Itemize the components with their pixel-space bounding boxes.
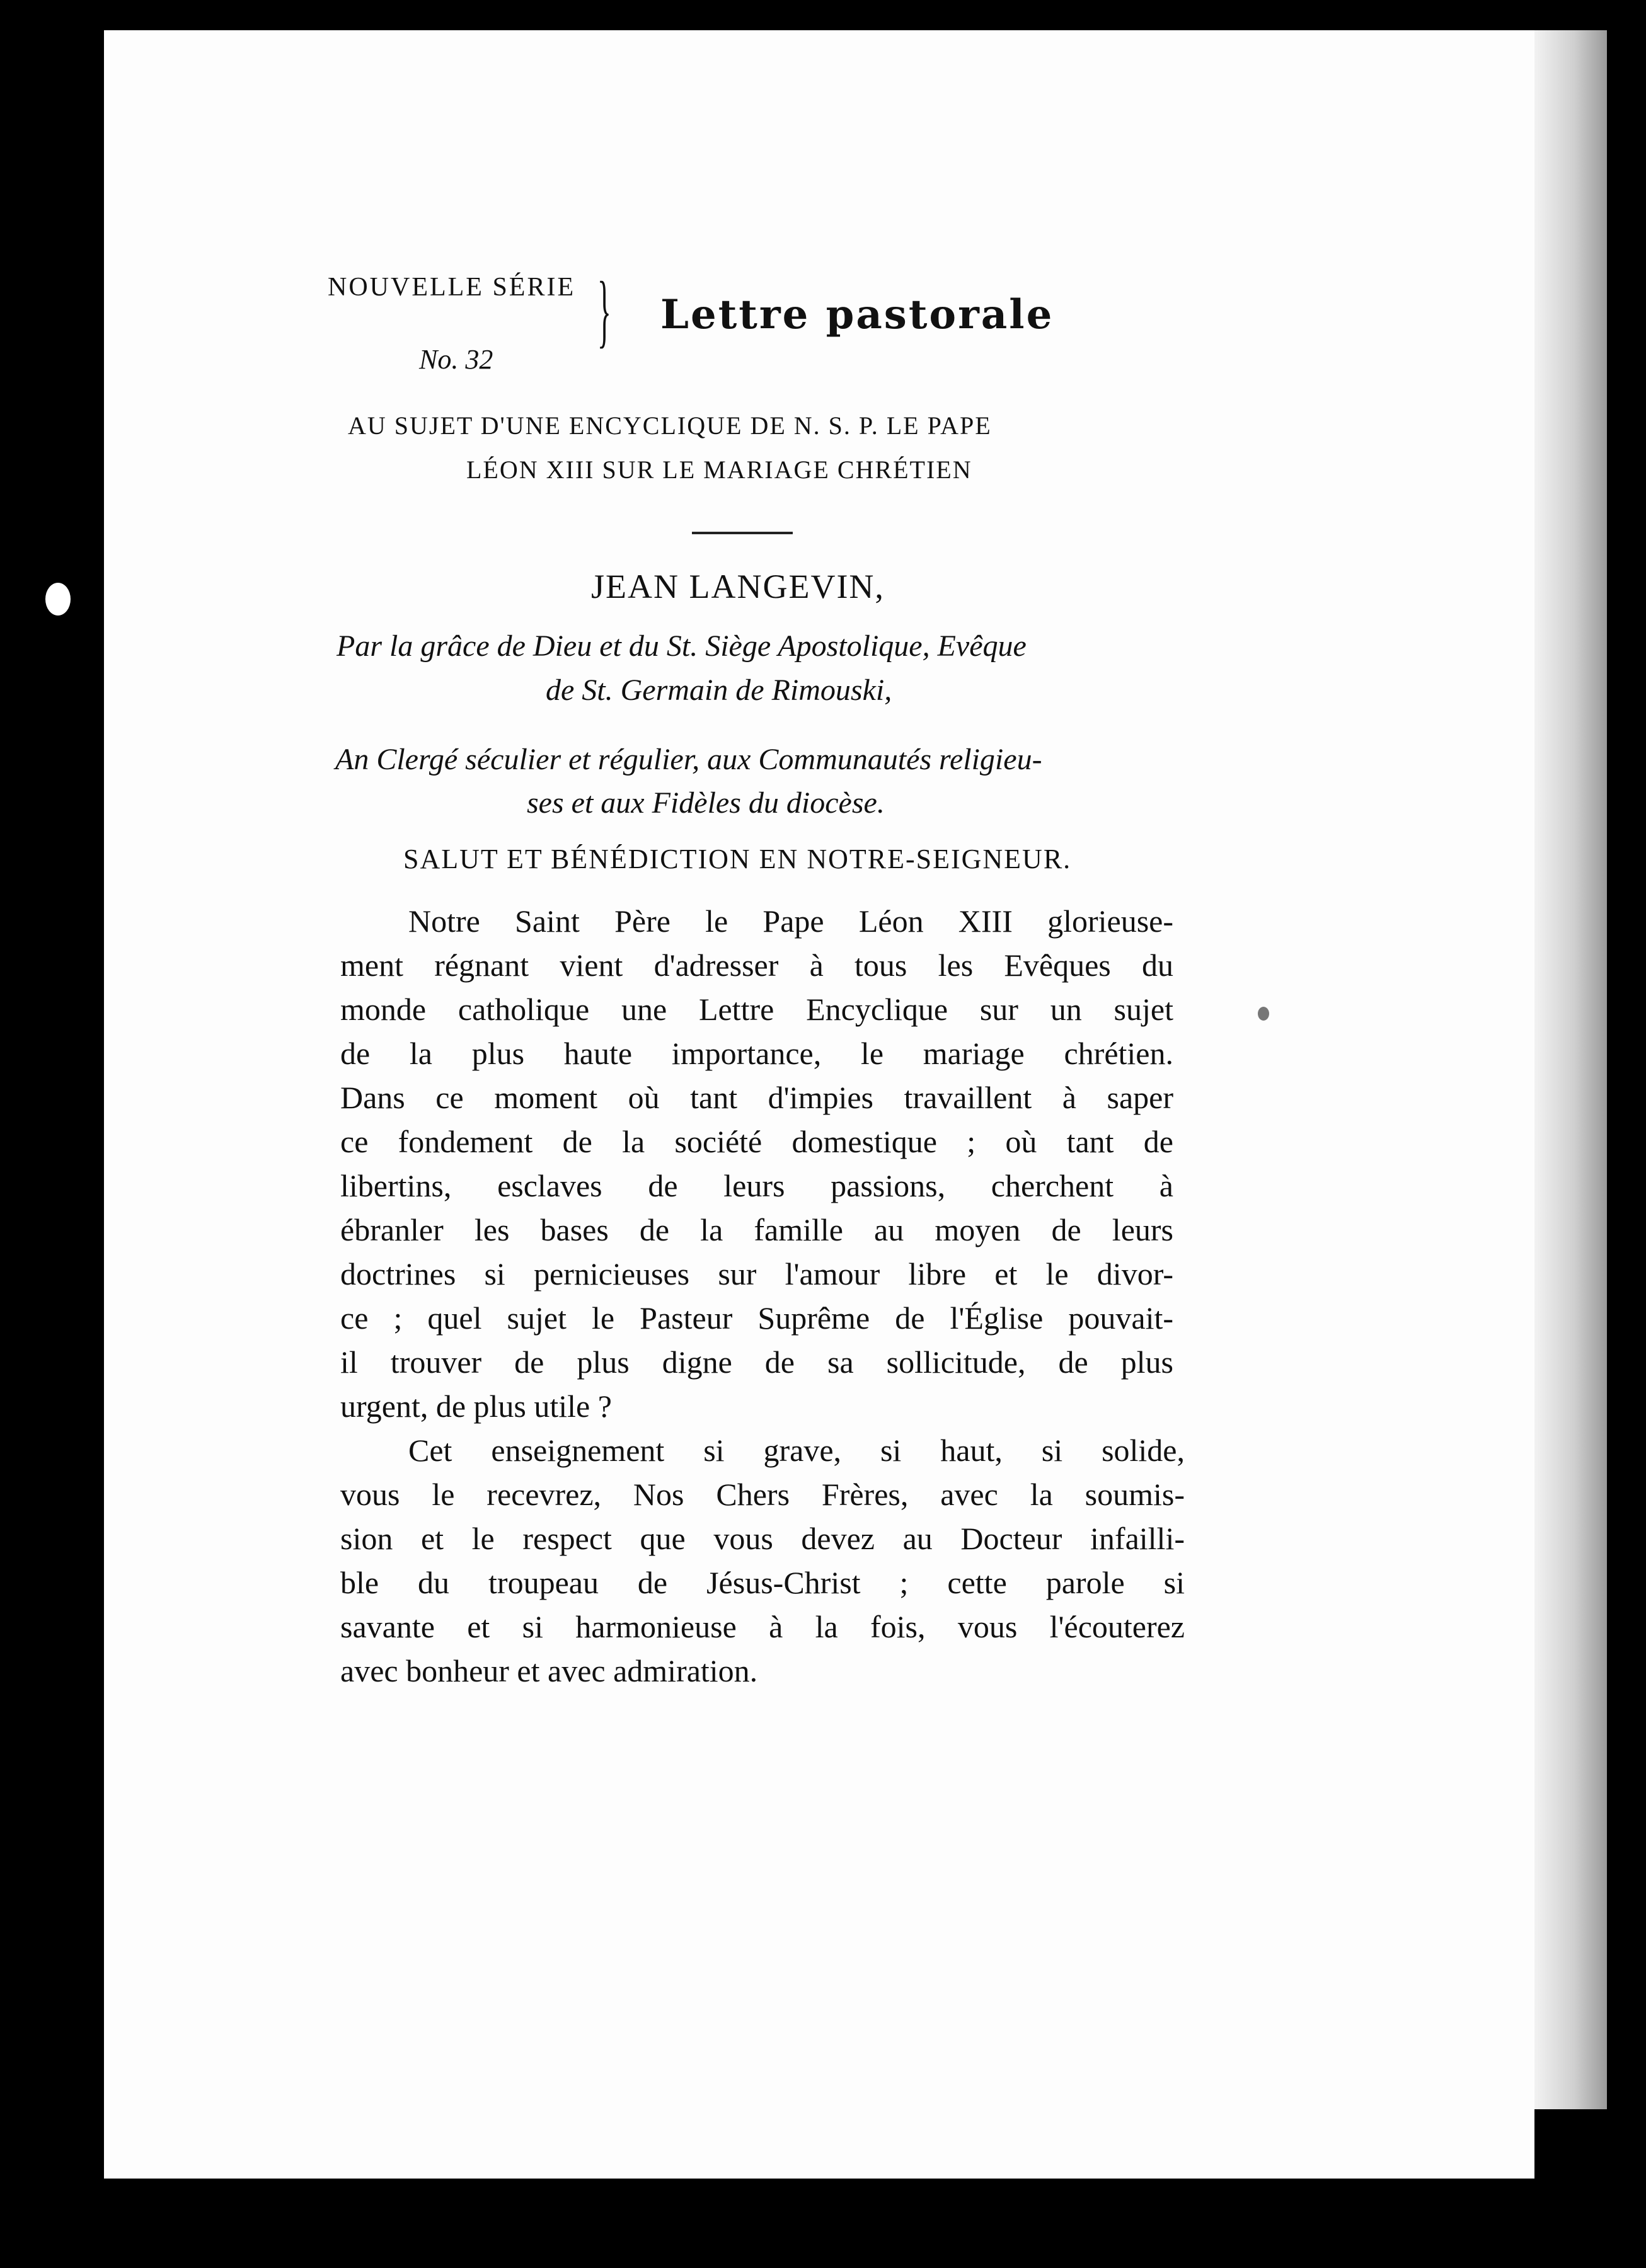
salutation: SALUT ET BÉNÉDICTION EN NOTRE-SEIGNEUR.	[403, 844, 1072, 874]
paragraph-line: savante et si harmonieuse à la fois, vous l'écouterez	[340, 1609, 1185, 1644]
paragraph-line: doctrines si pernicieuses sur l'amour libre et le divor-	[340, 1256, 1173, 1292]
paragraph-line: ce fondement de la société domestique ; où tant de	[340, 1124, 1173, 1159]
paragraph-line: Notre Saint Père le Pape Léon XIII glorieuse-	[408, 903, 1173, 939]
paragraph-line: monde catholique une Lettre Encyclique sur un sujet	[340, 992, 1173, 1027]
paragraph-2-last-line: avec bonheur et avec admiration.	[340, 1653, 758, 1688]
paragraph-line: sion et le respect que vous devez au Docteur infailli-	[340, 1521, 1185, 1556]
paragraph-line: ble du troupeau de Jésus-Christ ; cette parole si	[340, 1565, 1185, 1600]
address-line-2: ses et aux Fidèles du diocèse.	[527, 786, 885, 820]
paragraph-line: Dans ce moment où tant d'impies travaillent à saper	[340, 1080, 1173, 1115]
author-name: JEAN LANGEVIN,	[591, 568, 885, 605]
divider-rule	[692, 532, 793, 534]
paragraph-line: de la plus haute importance, le mariage chrétien.	[340, 1036, 1173, 1071]
paper-edge-shadow	[1534, 30, 1607, 2109]
author-title-line-2: de St. Germain de Rimouski,	[546, 673, 892, 707]
address-line-1: An Clergé séculier et régulier, aux Communautés religieu-	[335, 743, 1042, 776]
paragraph-line: ce ; quel sujet le Pasteur Suprême de l'Église pouvait-	[340, 1300, 1173, 1336]
series-number: No. 32	[419, 344, 493, 375]
document-title: Lettre pastorale	[660, 291, 1054, 338]
scan-speck	[45, 583, 71, 616]
paragraph-line: vous le recevrez, Nos Chers Frères, avec la soumis-	[340, 1477, 1185, 1512]
paragraph-2	[340, 1428, 1185, 1649]
paragraph-line: ébranler les bases de la famille au moyen de leurs	[340, 1212, 1173, 1247]
subject-line-2: LÉON XIII SUR LE MARIAGE CHRÉTIEN	[466, 455, 972, 484]
brace-mark: }	[597, 265, 611, 356]
paragraph-line: libertins, esclaves de leurs passions, cherchent à	[340, 1168, 1173, 1203]
paragraph-line: Cet enseignement si grave, si haut, si solide,	[408, 1433, 1185, 1468]
scan-speck	[1258, 1007, 1269, 1021]
subject-line-1: AU SUJET D'UNE ENCYCLIQUE DE N. S. P. LE PAPE	[348, 411, 992, 440]
paragraph-line: il trouver de plus digne de sa sollicitude, de plus	[340, 1344, 1173, 1380]
series-label: NOUVELLE SÉRIE	[328, 273, 576, 302]
paragraph-1-last-line: urgent, de plus utile ?	[340, 1389, 612, 1424]
author-title-line-1: Par la grâce de Dieu et du St. Siège Apostolique, Evêque	[337, 629, 1027, 663]
paragraph-line: ment régnant vient d'adresser à tous les Evêques du	[340, 948, 1173, 983]
paragraph-1	[340, 899, 1173, 1384]
